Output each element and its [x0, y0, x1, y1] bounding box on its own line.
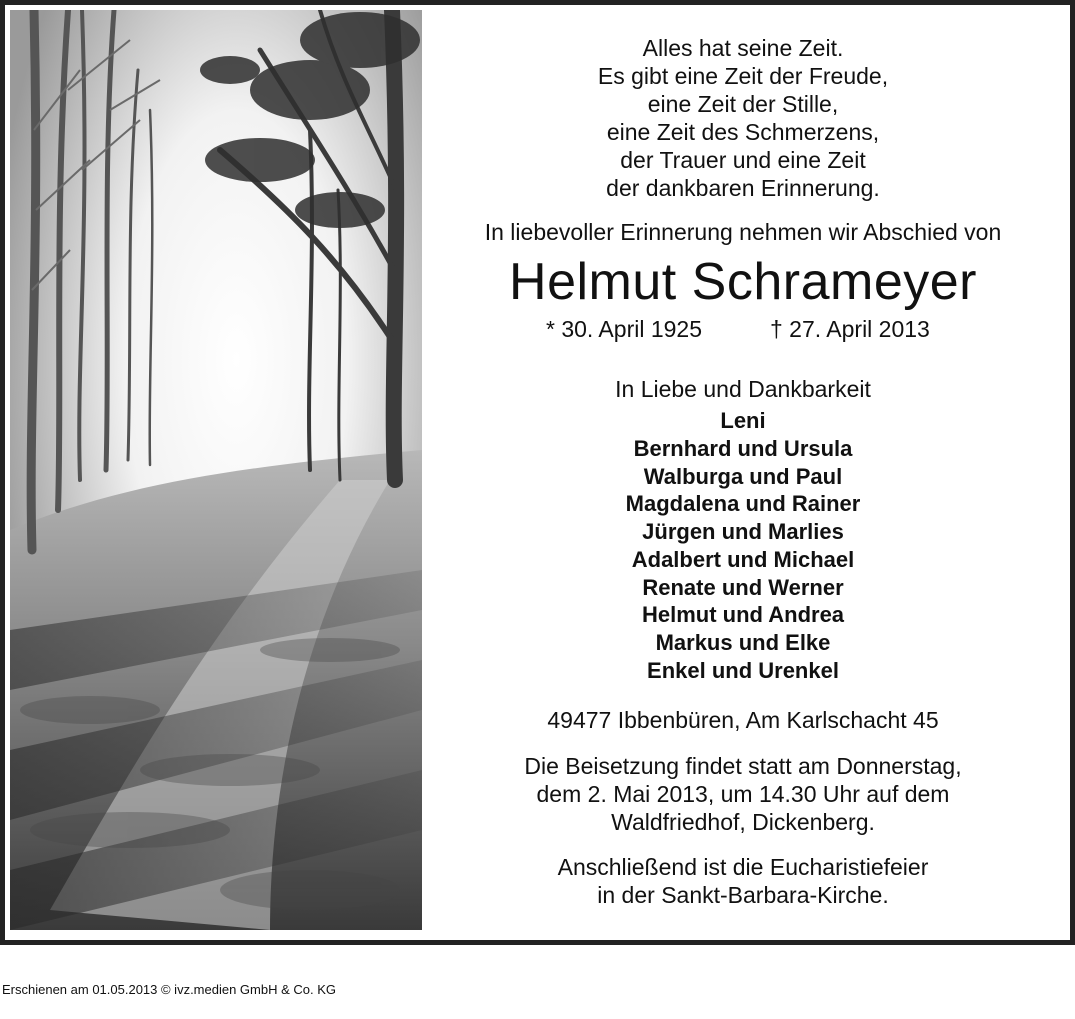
mourner-name: Enkel und Urenkel [647, 658, 839, 683]
mourner-name: Renate und Werner [642, 575, 844, 600]
poem-line: Es gibt eine Zeit der Freude, [597, 63, 889, 89]
burial-line: Die Beisetzung findet statt am Donnerstag, [524, 753, 962, 779]
poem-line: eine Zeit des Schmerzens, [606, 119, 880, 145]
poem-line: Alles hat seine Zeit. [642, 35, 844, 61]
address: 49477 Ibbenbüren, Am Karlschacht 45 [547, 707, 939, 733]
mourner-name: Markus und Elke [655, 630, 831, 655]
birth-date: * 30. April 1925 [546, 316, 703, 342]
death-date: † 27. April 2013 [770, 316, 930, 342]
mourner-name: Adalbert und Michael [631, 547, 855, 572]
mass-line: in der Sankt-Barbara-Kirche. [597, 882, 889, 908]
deceased-name: Helmut Schrameyer [509, 253, 977, 311]
mourner-name: Walburga und Paul [643, 464, 843, 489]
notice-text [428, 10, 1058, 930]
burial-line: Waldfriedhof, Dickenberg. [611, 809, 875, 835]
mourner-name: Jürgen und Marlies [642, 519, 844, 544]
forest-path-photo [10, 10, 422, 930]
mourners-lead: In Liebe und Dankbarkeit [615, 376, 871, 402]
poem-line: der dankbaren Erinnerung. [606, 175, 880, 201]
mourner-name: Helmut und Andrea [641, 602, 845, 627]
poem-line: der Trauer und eine Zeit [620, 147, 866, 173]
mass-line: Anschließend ist die Eucharistiefeier [557, 854, 929, 880]
mourner-name: Leni [720, 408, 766, 433]
mourner-name: Bernhard und Ursula [633, 436, 853, 461]
publication-note: Erschienen am 01.05.2013 © ivz.medien GmbH & Co. KG [2, 982, 337, 997]
burial-line: dem 2. Mai 2013, um 14.30 Uhr auf dem [536, 781, 950, 807]
farewell-intro: In liebevoller Erinnerung nehmen wir Abschied von [484, 219, 1002, 245]
mourner-name: Magdalena und Rainer [625, 491, 861, 516]
poem-line: eine Zeit der Stille, [647, 91, 839, 117]
